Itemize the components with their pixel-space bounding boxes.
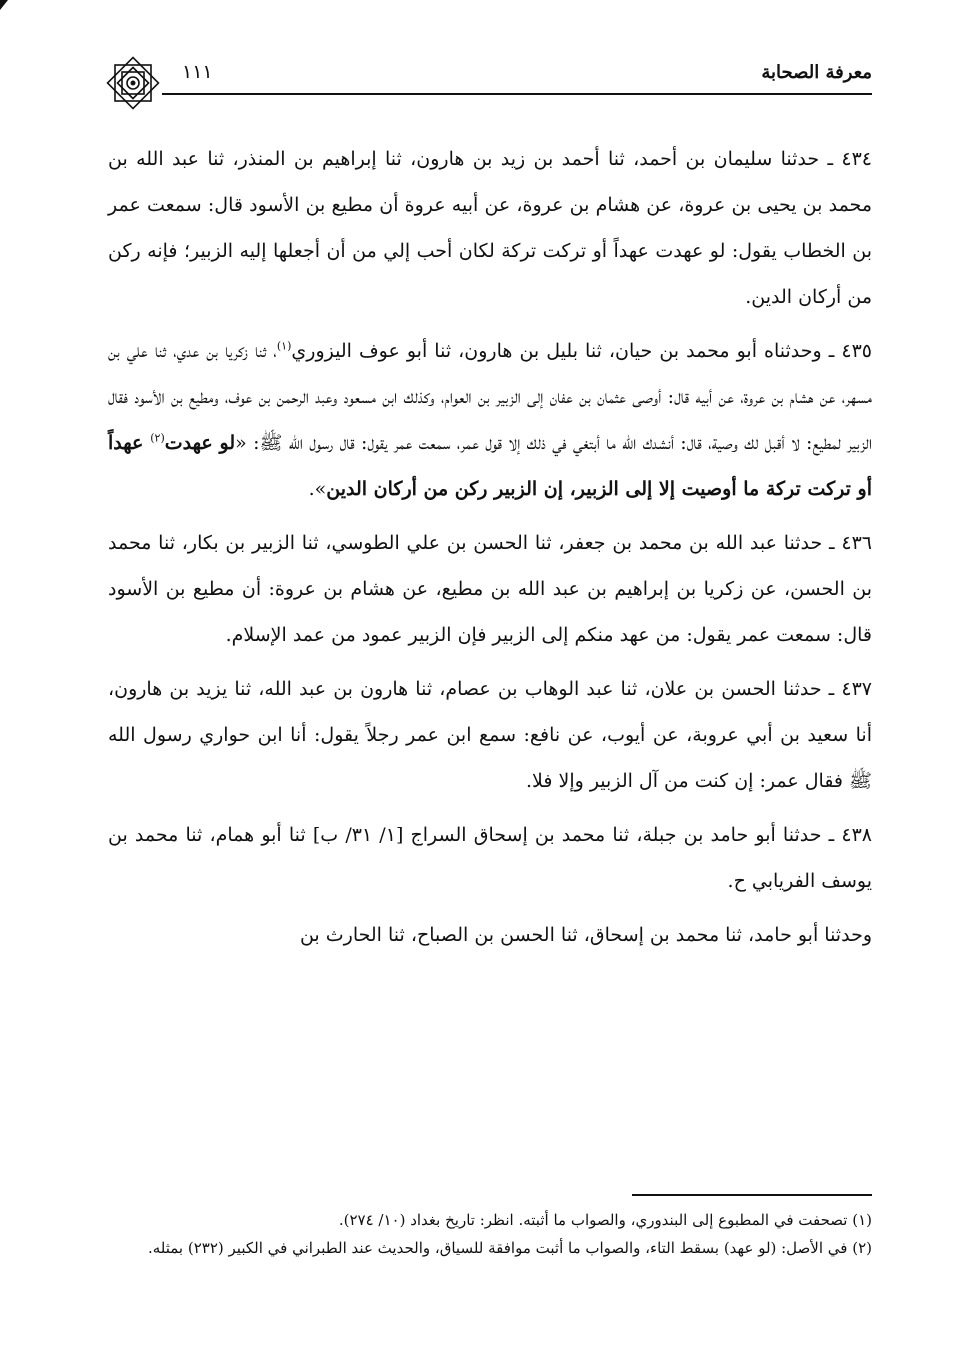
running-title: معرفة الصحابة — [761, 62, 872, 83]
footnote-rule — [632, 1194, 872, 1196]
footnote-1: (١) تصحفت في المطبوع إلى البندوري، والصواب ما أثبته. انظر: تاريخ بغداد (١٠/ ٢٧٤). — [338, 1211, 872, 1229]
page-number: ١١١ — [182, 61, 213, 83]
hadith-436: ٤٣٦ ـ حدثنا عبد الله بن محمد بن جعفر، ثنا الحسن بن علي الطوسي، ثنا الزبير بن بكار، ثنا محمد بن الحسن، عن زكريا بن إبراهيم بن عبد الله بن مطيع، عن هشام بن عروة: أن مطيع بن الأسود قال: سمعت عمر يقول: من عهد منكم إلى الزبير فإن الزبير عمود من عمد الإسلام. — [108, 532, 872, 646]
hadith-435-bold-1: لو عهدت — [164, 432, 236, 454]
hadith-435-text: ٤٣٥ ـ وحدثناه أبو محمد بن حيان، ثنا بليل بن هارون، ثنا أبو عوف اليزوري — [291, 340, 872, 362]
footnote-2: (٢) في الأصل: (لو عهد) بسقط التاء، والصواب ما أثبت موافقة للسياق، والحديث عند الطبراني في الكبير (٢٣٢) بمثله. — [147, 1239, 872, 1257]
hadith-438-continued: وحدثنا أبو حامد، ثنا محمد بن إسحاق، ثنا الحسن بن الصباح، ثنا الحارث بن — [299, 924, 872, 946]
hadith-435-end: ». — [308, 478, 327, 500]
footnote-ref-1: (١) — [276, 339, 292, 353]
main-text — [108, 136, 872, 966]
eight-point-star-ornament-icon — [102, 52, 164, 114]
hadith-434: ٤٣٤ ـ حدثنا سليمان بن أحمد، ثنا أحمد بن زيد بن هارون، ثنا إبراهيم بن المنذر، ثنا عبد الله بن محمد بن يحيى بن عروة، عن هشام بن عروة، عن أبيه عروة أن مطيع بن الأسود قال: سمعت عمر بن الخطاب يقول: لو عهدت عهداً أو تركت تركة لكان أحب إلي من أن أجعلها إليه الزبير؛ فإنه ركن من أركان الدين. — [108, 148, 873, 308]
hadith-435 — [108, 328, 872, 512]
hadith-438: ٤٣٨ ـ حدثنا أبو حامد بن جبلة، ثنا محمد بن إسحاق السراج [١/ ٣١/ ب] ثنا أبو همام، ثنا محمد بن يوسف الفريابي ح. — [108, 824, 872, 892]
footnotes — [108, 1206, 872, 1262]
header-rule — [162, 93, 872, 95]
corner-mark-icon — [0, 0, 14, 14]
hadith-435-text-2: ، ثنا زكريا بن عدي، ثنا علي بن مسهر، عن هشام بن عروة، عن أبيه قال: أوصى عثمان بن عفان إلى الزبير بن العوام، وكذلك ابن مسعود وعبد الرحمن بن عوف، ومطيع بن الأسود فقال الزبير لمطيع: لا أقبل لك وصية، قال: أنشدك الله ما أبتغي في ذلك إلا قول عمر، سمعت عمر يقول: قال رسول الله ﷺ: « — [108, 340, 872, 454]
hadith-435-bold-2: عهداً أو تركت تركة ما أوصيت إلا إلى الزبير، إن الزبير ركن من أركان الدين — [108, 432, 872, 500]
footnote-ref-2: (٢) — [150, 431, 165, 445]
running-header — [102, 52, 872, 98]
hadith-437: ٤٣٧ ـ حدثنا الحسن بن علان، ثنا عبد الوهاب بن عصام، ثنا هارون بن عبد الله، ثنا يزيد بن هارون، أنا سعيد بن أبي عروبة، عن أيوب، عن نافع: سمع ابن عمر رجلاً يقول: أنا ابن حواري رسول الله ﷺ فقال عمر: إن كنت من آل الزبير وإلا فلا. — [108, 678, 872, 792]
